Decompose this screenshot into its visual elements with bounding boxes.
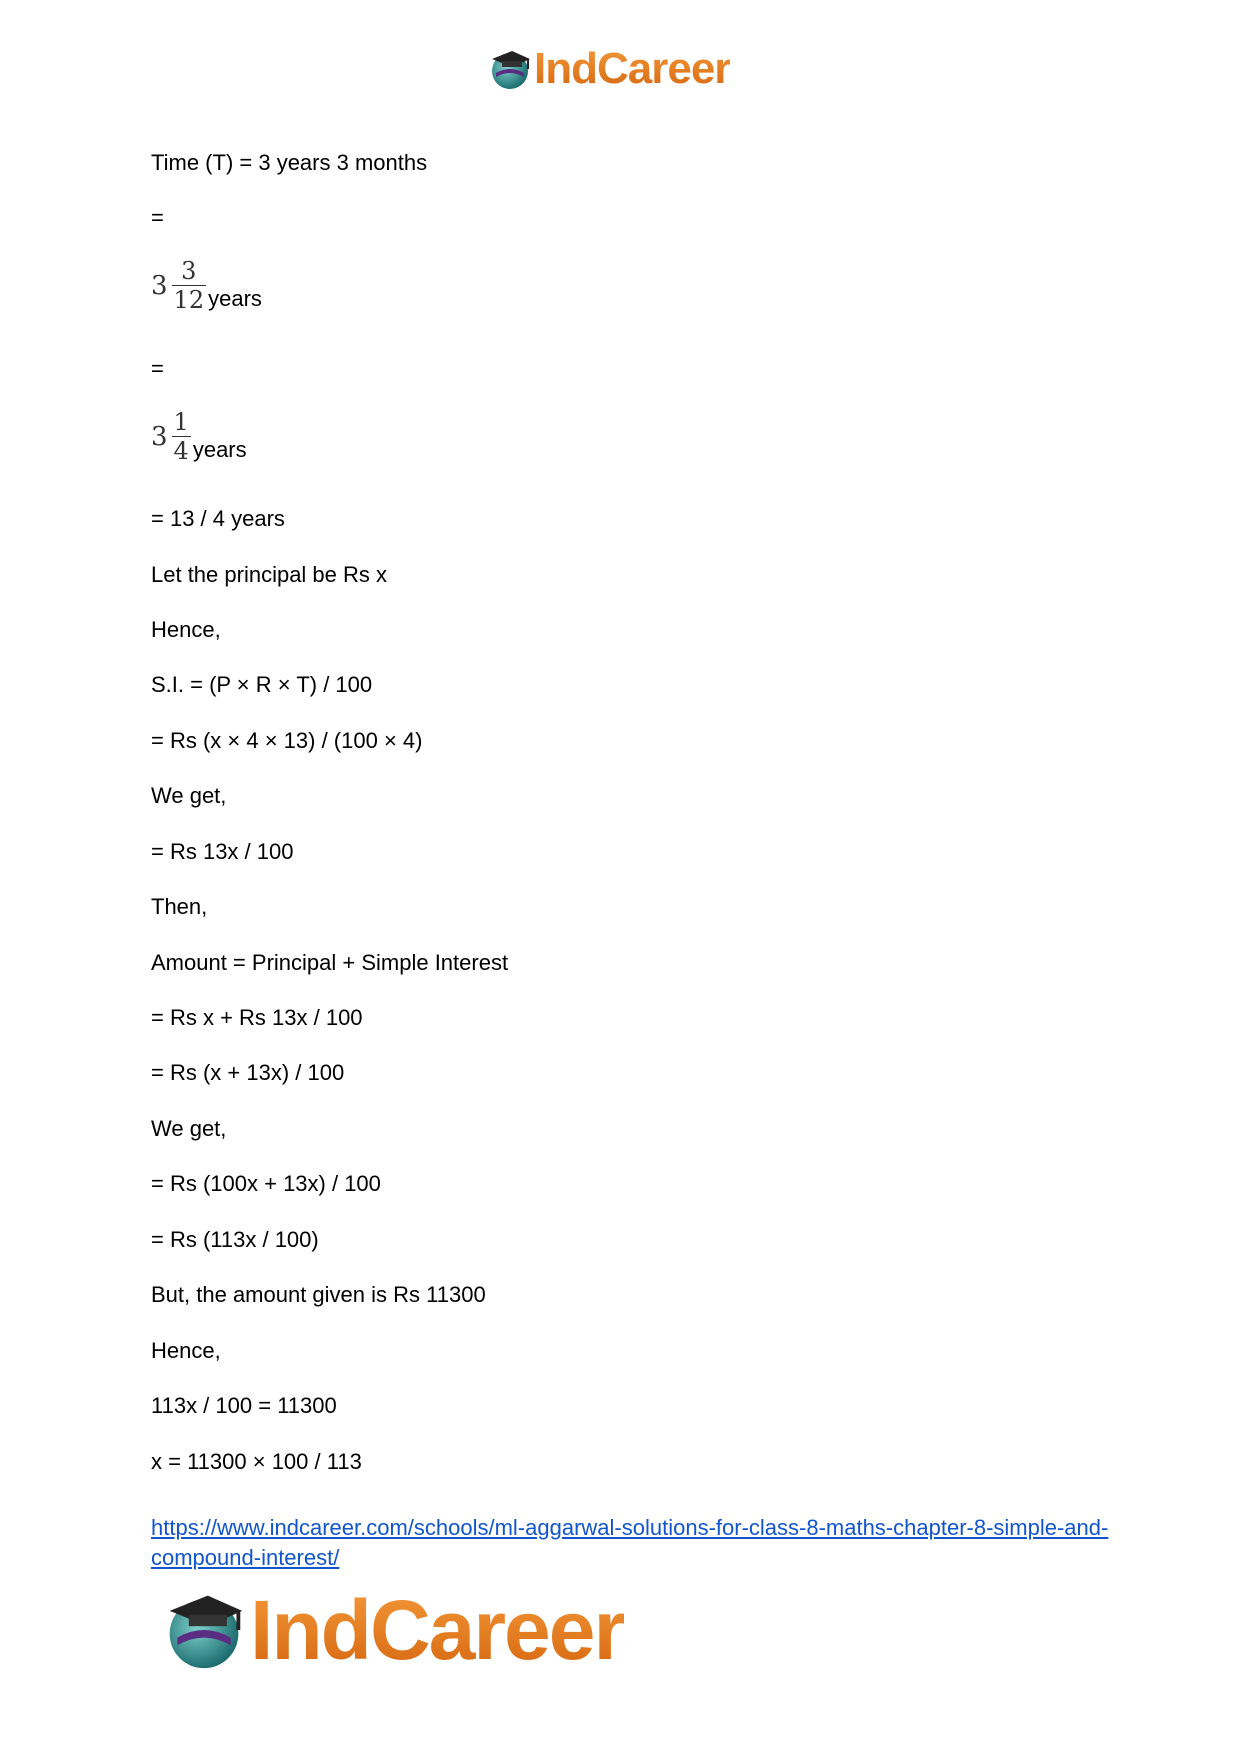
- fraction-whole: 3: [151, 421, 168, 452]
- mixed-fraction-2: [151, 408, 247, 465]
- header-logo-text: IndCareer: [534, 44, 731, 93]
- solution-line: = Rs (113x / 100): [151, 1227, 319, 1252]
- solution-line: But, the amount given is Rs 11300: [151, 1282, 486, 1307]
- solution-line: = Rs (x + 13x) / 100: [151, 1060, 345, 1085]
- solution-line: x = 11300 × 100 / 113: [151, 1449, 362, 1474]
- fraction-unit: years: [208, 286, 262, 311]
- footer-logo: [162, 1582, 625, 1677]
- solution-line: Let the principal be Rs x: [151, 562, 388, 587]
- source-link[interactable]: https://www.indcareer.com/schools/ml-aggarwal-solutions-for-class-8-maths-chapter-8-simple-and-compound-interest/: [151, 1515, 1109, 1570]
- solution-line: 113x / 100 = 11300: [151, 1393, 337, 1418]
- header-logo: [488, 44, 730, 94]
- solution-line: We get,: [151, 783, 227, 808]
- solution-line: Hence,: [151, 617, 221, 642]
- solution-line: = Rs (x × 4 × 13) / (100 × 4): [151, 728, 423, 753]
- fraction-numerator: 1: [173, 408, 189, 436]
- fraction-denominator: 12: [173, 286, 205, 314]
- solution-line: We get,: [151, 1116, 227, 1141]
- graduation-cap-globe-icon: [488, 47, 532, 91]
- equals-line: =: [151, 356, 164, 381]
- footer-logo-text: IndCareer: [250, 1582, 625, 1677]
- fraction-numerator: 3: [181, 257, 197, 285]
- fraction-denominator: 4: [173, 437, 189, 465]
- mixed-fraction-1: [151, 257, 262, 314]
- solution-line: S.I. = (P × R × T) / 100: [151, 672, 373, 697]
- fraction-whole: 3: [151, 270, 168, 301]
- fraction-unit: years: [192, 437, 247, 462]
- solution-line: = Rs (100x + 13x) / 100: [151, 1171, 381, 1196]
- solution-line: Then,: [151, 894, 208, 919]
- solution-line: Amount = Principal + Simple Interest: [151, 950, 509, 975]
- time-line: Time (T) = 3 years 3 months: [151, 150, 428, 175]
- solution-line: = 13 / 4 years: [151, 506, 285, 531]
- solution-line: = Rs 13x / 100: [151, 839, 294, 864]
- solution-line: = Rs x + Rs 13x / 100: [151, 1005, 363, 1030]
- solution-line: Hence,: [151, 1338, 221, 1363]
- equals-line: =: [151, 205, 164, 230]
- graduation-cap-globe-icon: [162, 1588, 246, 1672]
